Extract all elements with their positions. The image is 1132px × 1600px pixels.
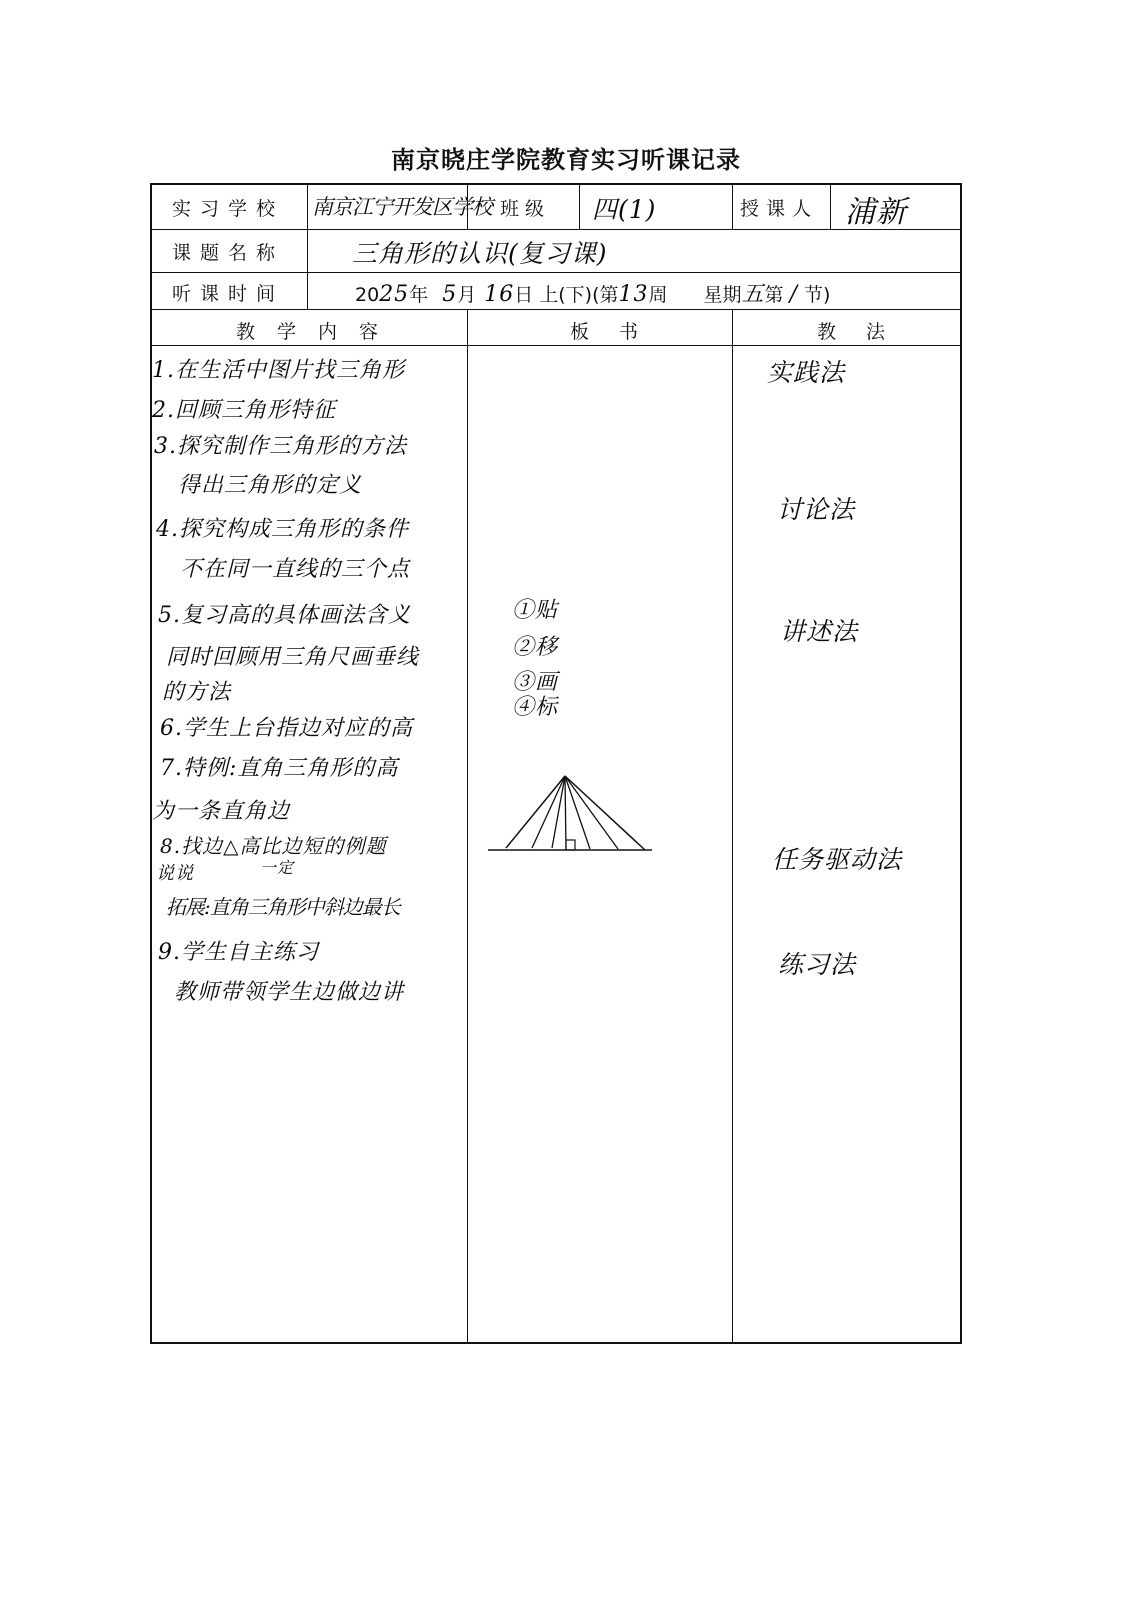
content-line: 2.回顾三角形特征 bbox=[152, 398, 336, 423]
year-suffix: 年 bbox=[409, 284, 429, 306]
content-line: 为一条直角边 bbox=[152, 799, 291, 824]
class-label: 班级 bbox=[500, 198, 551, 220]
board-step: ①贴 bbox=[512, 598, 559, 623]
weekday-hw: 五 bbox=[741, 282, 765, 307]
method-item: 练习法 bbox=[778, 950, 857, 979]
content-line: 拓展:直角三角形中斜边最长 bbox=[166, 895, 400, 919]
content-line: 得出三角形的定义 bbox=[178, 473, 363, 498]
day-suffix: 日 上(下)(第 bbox=[514, 284, 619, 306]
school-value: 南京江宁开发区学校 bbox=[312, 195, 492, 219]
method-item: 实践法 bbox=[767, 358, 846, 387]
board-step: ④标 bbox=[512, 695, 559, 720]
month-suffix: 月 bbox=[457, 284, 477, 306]
method-header: 教法 bbox=[817, 321, 916, 343]
week-hw: 13 bbox=[618, 282, 649, 307]
content-line: 一定 bbox=[260, 858, 295, 877]
week-suffix: 周 bbox=[648, 284, 668, 306]
content-line: 3.探究制作三角形的方法 bbox=[154, 434, 407, 459]
month-hw: 5 bbox=[442, 282, 458, 307]
topic-value: 三角形的认识(复习课) bbox=[352, 239, 608, 268]
content-line: 同时回顾用三角尺画垂线 bbox=[166, 645, 420, 670]
weekday-prefix: 星期 bbox=[703, 284, 742, 306]
content-line: 说说 bbox=[156, 863, 194, 884]
year-hw: 25 bbox=[379, 282, 410, 307]
method-item: 讨论法 bbox=[777, 495, 856, 524]
content-line: 7.特例:直角三角形的高 bbox=[160, 756, 399, 781]
topic-label: 课题名称 bbox=[172, 242, 285, 264]
time-label: 听课时间 bbox=[172, 283, 285, 305]
year-prefix: 20 bbox=[355, 284, 380, 306]
content-line: 不在同一直线的三个点 bbox=[180, 557, 411, 582]
content-line: 9.学生自主练习 bbox=[158, 940, 319, 965]
content-line: 1.在生活中图片找三角形 bbox=[152, 358, 405, 383]
content-line: 5.复习高的具体画法含义 bbox=[158, 603, 411, 628]
day-hw: 16 bbox=[484, 282, 515, 307]
board-step: ②移 bbox=[512, 635, 559, 660]
method-item: 任务驱动法 bbox=[772, 845, 903, 874]
method-item: 讲述法 bbox=[780, 617, 859, 646]
board-header: 板书 bbox=[570, 321, 669, 343]
period-hw: / bbox=[789, 282, 798, 307]
page-title: 南京晓庄学院教育实习听课记录 bbox=[391, 146, 741, 174]
class-value: 四(1) bbox=[592, 195, 657, 224]
period-suffix: 节) bbox=[803, 284, 831, 306]
board-step: ③画 bbox=[512, 670, 559, 695]
teacher-label: 授课人 bbox=[740, 198, 819, 220]
content-line: 8.找边△高比边短的例题 bbox=[160, 834, 387, 858]
content-line: 的方法 bbox=[162, 680, 232, 705]
period-prefix: 第 bbox=[764, 284, 784, 306]
content-line: 教师带领学生边做边讲 bbox=[174, 980, 405, 1005]
school-label: 实习学校 bbox=[172, 198, 285, 220]
content-line: 6.学生上台指边对应的高 bbox=[160, 716, 413, 741]
content-header: 教学内容 bbox=[236, 321, 401, 343]
teacher-value: 浦新 bbox=[845, 195, 907, 230]
content-line: 4.探究构成三角形的条件 bbox=[156, 517, 409, 542]
